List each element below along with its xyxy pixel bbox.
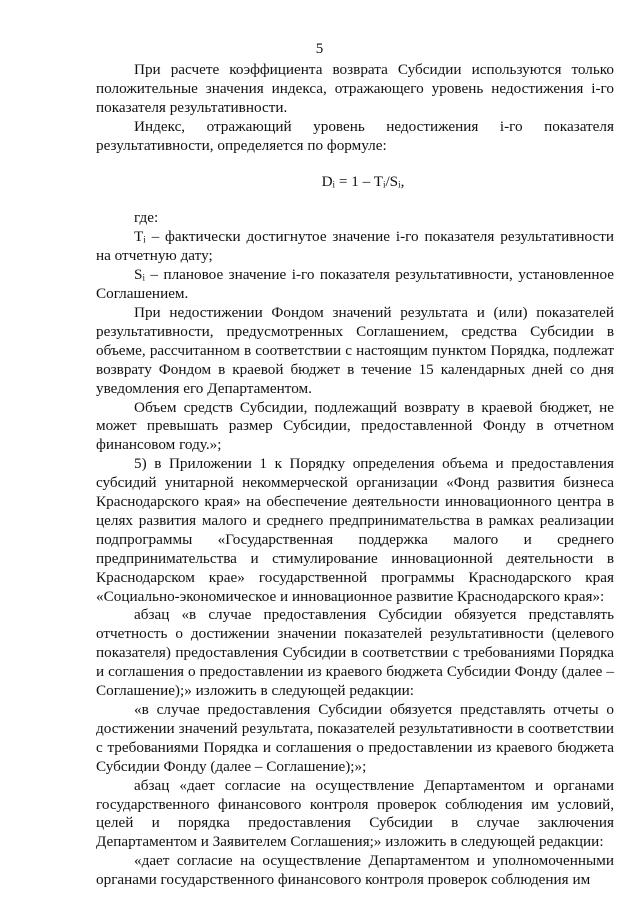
paragraph-where: где: — [134, 209, 159, 227]
paragraph-return-limit: Объем средств Субсидии, подлежащий возврату в краевой бюджет, не может превышать размер Субсидии, предоставленной Фонду в отчетном финансовом году.»; — [96, 398, 614, 454]
paragraph-s-definition: Sᵢ – плановое значение i-го показателя результативности, установленное Соглашением. — [96, 266, 614, 303]
paragraph-index-definition: Индекс, отражающий уровень недостижения i-го показателя результативности, определяется по формуле: — [96, 117, 614, 154]
formula: Dᵢ = 1 – Tᵢ/Sᵢ, — [321, 172, 405, 190]
paragraph-item-5: 5) в Приложении 1 к Порядку определения объема и предоставления субсидий унитарной некоммерческой организации «Фонд развития бизнеса Краснодарского края» на обеспечение деятельности инновационного центра в целях развития малого и среднего предпринимательства в рамках реализации подпрограммы «Государственная поддержка малого и среднего предпринимательства и стимулирование инновационной деятельности в Краснодарском крае» государственной программы Краснодарского края «Социально-экономическое и инновационное развитие Краснодарского края»: — [96, 455, 614, 605]
paragraph-new-consent-clause: «дает согласие на осуществление Департаментом и уполномоченными органами государственного финансового контроля проверок соблюдения им — [96, 852, 614, 889]
paragraph-coefficient-note: При расчете коэффициента возврата Субсидии используются только положительные значения индекса, отражающего уровень недостижения i-го показателя результативности. — [96, 61, 614, 116]
paragraph-new-reporting-clause: «в случае предоставления Субсидии обязуется представлять отчеты о достижении значений результата, показателей результативности в соответствии с требованиями Порядка и соглашения о предоставлении из краевого бюджета Субсидии Фонду (далее – Соглашение);»; — [96, 701, 614, 775]
paragraph-old-consent-clause: абзац «дает согласие на осуществление Департаментом и органами государственного финансового контроля проверок соблюдения им условий, целей и порядка предоставления Субсидии в случае заключения Департаментом и Заявителем Соглашения;» изложить в следующей редакции: — [96, 776, 614, 851]
document-body — [96, 61, 614, 890]
paragraph-return-obligation: При недостижении Фондом значений результата и (или) показателей результативности, предусмотренных Соглашением, средства Субсидии в объеме, рассчитанном в соответствии с настоящим пунктом Порядка, подлежат возврату Фондом в краевой бюджет в течение 15 календарных дней со дня уведомления его Департаментом. — [96, 303, 614, 397]
paragraph-t-definition: Tᵢ – фактически достигнутое значение i-го показателя результативности на отчетную дату; — [96, 228, 614, 265]
page-number: 5 — [315, 41, 324, 57]
paragraph-old-reporting-clause: абзац «в случае предоставления Субсидии обязуется представлять отчетность о достижении значении показателей результативности (целевого показателя) предоставления Субсидии в соответствии с требованиями Порядка и соглашения о предоставлении из краевого бюджета Субсидии Фонду (далее – Соглашение);» изложить в следующей редакции: — [96, 606, 614, 700]
